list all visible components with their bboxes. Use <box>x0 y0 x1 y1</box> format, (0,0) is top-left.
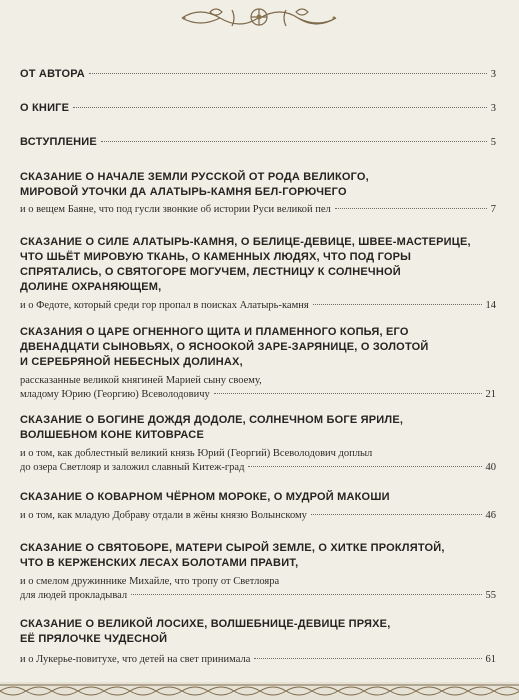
toc-heading-line: ДОЛИНЕ ОХРАНЯЮЩЕМ, <box>20 281 162 293</box>
toc-heading-line: ДВЕНАДЦАТИ СЫНОВЬЯХ, О ЯСНООКОЙ ЗАРЕ-ЗАРЯНИЦЕ, О ЗОЛОТОЙ <box>20 341 429 353</box>
page-number: 5 <box>490 137 496 148</box>
toc-entry-4[interactable] <box>20 413 496 475</box>
toc-entry-title: О КНИГЕ <box>20 102 70 114</box>
dot-leader <box>214 393 482 394</box>
page-number: 7 <box>490 204 496 215</box>
toc-subtitle: и о том, как младую Добраву отдали в жёны князю Волынскому <box>20 510 307 521</box>
toc-entry-from-author[interactable] <box>20 67 496 82</box>
ornament-footer-icon <box>0 682 519 700</box>
toc-heading-line: СПРЯТАЛИСЬ, О СВЯТОГОРЕ МОГУЧЕМ, ЛЕСТНИЦУ К СОЛНЕЧНОЙ <box>20 266 401 278</box>
toc-subtitle: рассказанные великой княгиней Марией сыну своему, <box>20 375 262 386</box>
toc-heading-line: ЕЁ ПРЯЛОЧКЕ ЧУДЕСНОЙ <box>20 633 168 645</box>
toc-entry-7[interactable] <box>20 617 496 667</box>
dot-leader <box>248 466 481 467</box>
toc-heading-line: ЧТО ШЬЁТ МИРОВУЮ ТКАНЬ, О КАМЕННЫХ ЛЮДЯХ, ЧТО ПОД ГОРЫ <box>20 251 412 263</box>
page-number: 14 <box>485 300 496 311</box>
dot-leader <box>73 107 487 108</box>
dot-leader <box>254 658 481 659</box>
dot-leader <box>335 208 487 209</box>
toc-heading-line: СКАЗАНИЕ О СВЯТОБОРЕ, МАТЕРИ СЫРОЙ ЗЕМЛЕ, О ХИТКЕ ПРОКЛЯТОЙ, <box>20 542 445 554</box>
page-number: 3 <box>490 69 496 80</box>
toc-subtitle: до озера Светлояр и заложил славный Китеж-град <box>20 462 245 473</box>
toc-subtitle-row <box>20 299 496 313</box>
toc-subtitle: и о том, как доблестный великий князь Юрий (Георгий) Всеволодович доплыл <box>20 448 373 459</box>
toc-entry-1[interactable] <box>20 170 496 217</box>
toc-heading-line: СКАЗАНИЕ О НАЧАЛЕ ЗЕМЛИ РУССКОЙ ОТ РОДА ВЕЛИКОГО, <box>20 171 369 183</box>
toc-heading-line: ЧТО В КЕРЖЕНСКИХ ЛЕСАХ БОЛОТАМИ ПРАВИТ, <box>20 557 299 569</box>
toc-subtitle: для людей прокладывал <box>20 590 128 601</box>
toc-subtitle-row <box>20 388 496 402</box>
toc-heading-line: МИРОВОЙ УТОЧКИ ДА АЛАТЫРЬ-КАМНЯ БЕЛ-ГОРЮЧЕГО <box>20 186 347 198</box>
toc-subtitle: младому Юрию (Георгию) Всеволодовичу <box>20 389 210 400</box>
toc-subtitle-row <box>20 203 496 217</box>
toc-subtitle-row <box>20 589 496 603</box>
toc-entry-title: ВСТУПЛЕНИЕ <box>20 136 97 148</box>
toc-subtitle: и о Лукерье-повитухе, что детей на свет принимала <box>20 654 251 665</box>
page-number: 55 <box>485 590 496 601</box>
toc-entry-title: ОТ АВТОРА <box>20 68 85 80</box>
dot-leader <box>89 73 487 74</box>
page-number: 3 <box>490 103 496 114</box>
dot-leader <box>131 594 481 595</box>
toc-heading-line: СКАЗАНИЕ О ВЕЛИКОЙ ЛОСИХЕ, ВОЛШЕБНИЦЕ-ДЕВИЦЕ ПРЯХЕ, <box>20 618 391 630</box>
toc-entry-2[interactable] <box>20 235 496 313</box>
toc-entry-about-book[interactable] <box>20 101 496 116</box>
toc-heading-line: И СЕРЕБРЯНОЙ НЕБЕСНЫХ ДОЛИНАХ, <box>20 356 243 368</box>
toc-heading-line: СКАЗАНИЕ О БОГИНЕ ДОЖДЯ ДОДОЛЕ, СОЛНЕЧНОМ БОГЕ ЯРИЛЕ, <box>20 414 404 426</box>
page-number: 61 <box>485 654 496 665</box>
toc-heading-line: СКАЗАНИЕ О КОВАРНОМ ЧЁРНОМ МОРОКЕ, О МУДРОЙ МАКОШИ <box>20 491 390 503</box>
toc-heading-line: СКАЗАНИЕ О СИЛЕ АЛАТЫРЬ-КАМНЯ, О БЕЛИЦЕ-ДЕВИЦЕ, ШВЕЕ-МАСТЕРИЦЕ, <box>20 236 471 248</box>
dot-leader <box>311 514 482 515</box>
toc-subtitle: и о смелом дружиннике Михайле, что тропу от Светлояра <box>20 576 280 587</box>
page-number: 40 <box>485 462 496 473</box>
toc-entry-6[interactable] <box>20 541 496 603</box>
toc-entry-introduction[interactable] <box>20 135 496 150</box>
dot-leader <box>313 304 482 305</box>
toc-subtitle-row <box>20 461 496 475</box>
page-number: 21 <box>485 389 496 400</box>
toc-subtitle: и о вещем Баяне, что под гусли звонкие об истории Руси великой пел <box>20 204 331 215</box>
page-number: 46 <box>485 510 496 521</box>
toc-entry-3[interactable] <box>20 325 496 402</box>
toc-heading-line: ВОЛШЕБНОМ КОНЕ КИТОВРАСЕ <box>20 429 204 441</box>
toc-subtitle-row <box>20 509 496 523</box>
toc-subtitle-row <box>20 653 496 667</box>
toc-entry-5[interactable] <box>20 490 496 523</box>
dot-leader <box>101 141 487 142</box>
toc-subtitle: и о Федоте, который среди гор пропал в поисках Алатырь-камня <box>20 300 309 311</box>
toc-heading-line: СКАЗАНИЯ О ЦАРЕ ОГНЕННОГО ЩИТА И ПЛАМЕННОГО КОПЬЯ, ЕГО <box>20 326 409 338</box>
